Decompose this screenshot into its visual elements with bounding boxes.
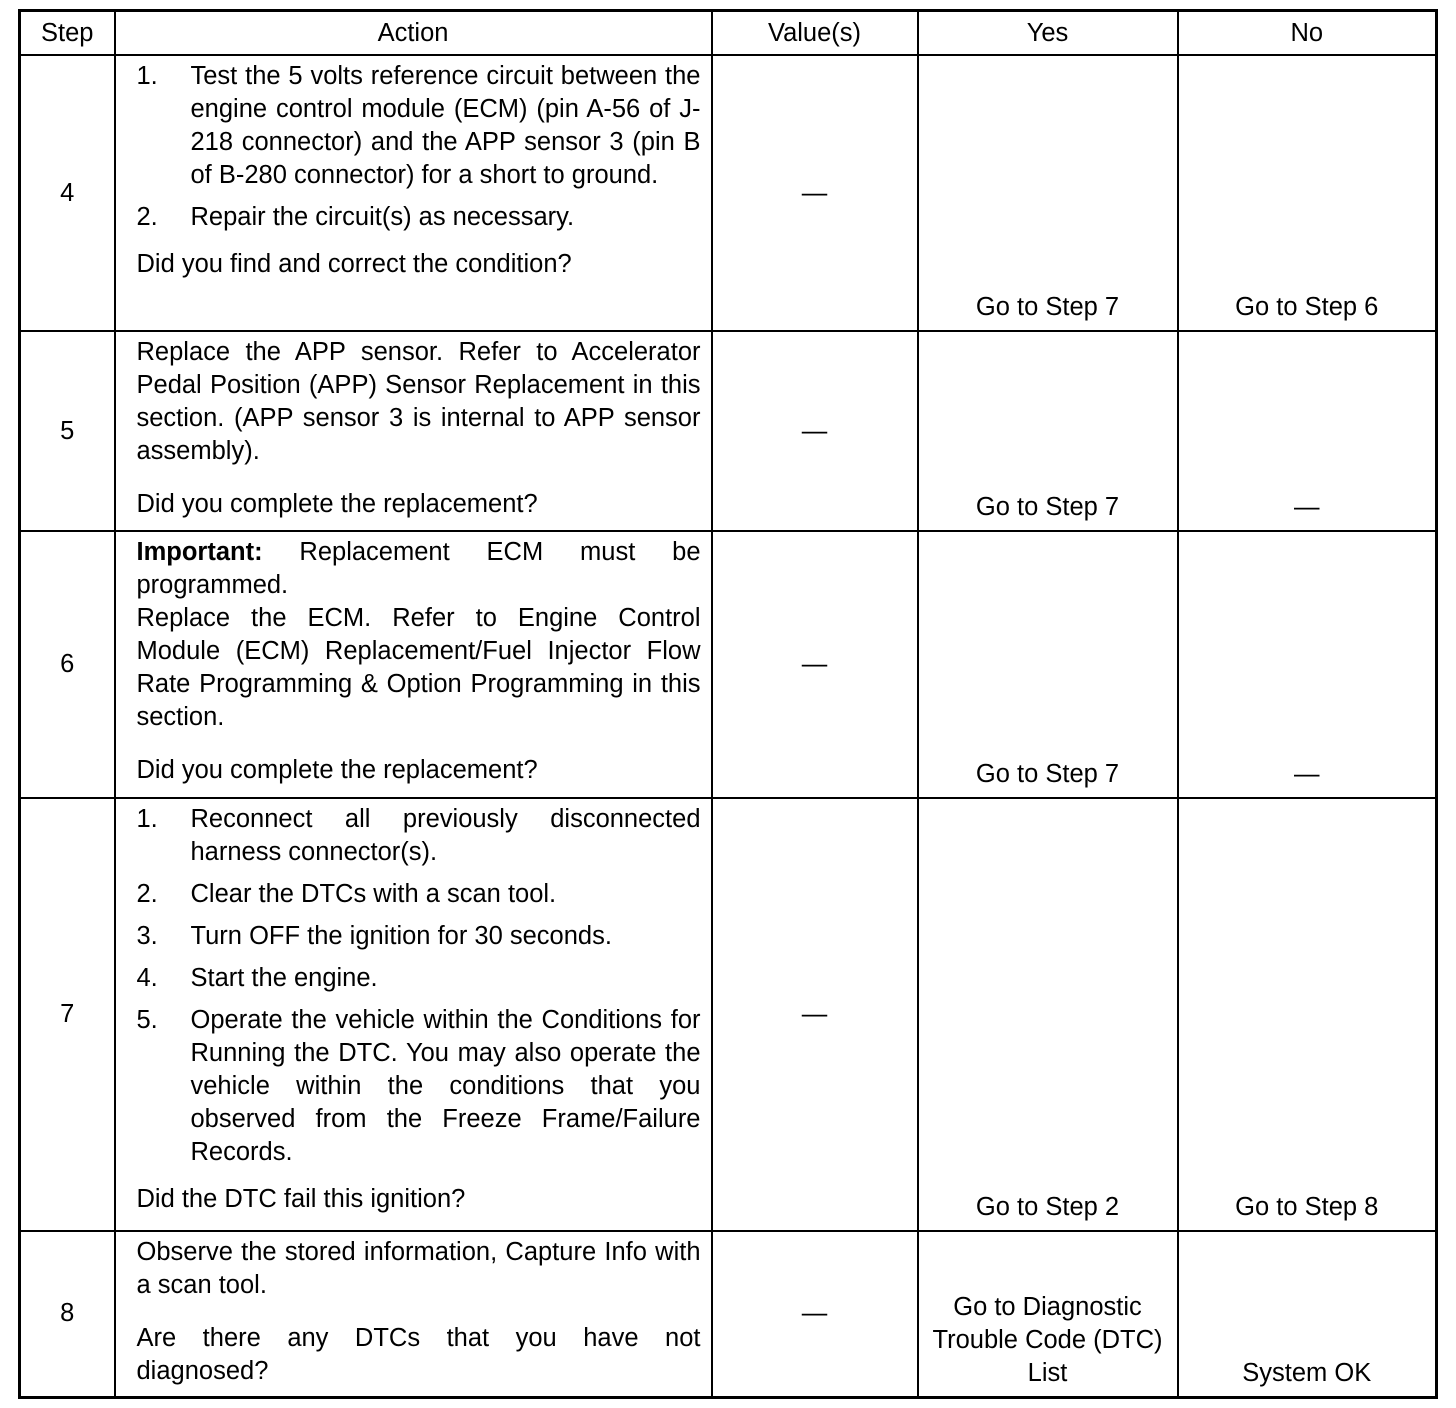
no-cell: System OK bbox=[1178, 1231, 1437, 1397]
yes-cell: Go to Step 2 bbox=[918, 798, 1178, 1231]
yes-cell: Go to Step 7 bbox=[918, 55, 1178, 331]
table-row bbox=[20, 331, 1437, 531]
item-text: Turn OFF the ignition for 30 seconds. bbox=[190, 922, 612, 950]
value-cell: — bbox=[712, 1231, 918, 1397]
step-number: 7 bbox=[20, 798, 115, 1231]
table-row bbox=[20, 1231, 1437, 1397]
item-text: Reconnect all previously disconnected harness connector(s). bbox=[190, 805, 701, 866]
value-cell: — bbox=[712, 331, 918, 531]
no-cell: Go to Step 6 bbox=[1178, 55, 1437, 331]
table-row bbox=[20, 55, 1437, 331]
value-cell: — bbox=[712, 798, 918, 1231]
item-number: 1. bbox=[136, 805, 158, 833]
list-item bbox=[137, 60, 701, 192]
list-item bbox=[137, 803, 701, 869]
step-number: 5 bbox=[20, 331, 115, 531]
yes-cell: Go to Diagnostic Trouble Code (DTC) List bbox=[918, 1231, 1178, 1397]
yes-cell: Go to Step 7 bbox=[918, 331, 1178, 531]
question-text: Did the DTC fail this ignition? bbox=[136, 1185, 466, 1213]
header-yes: Yes bbox=[918, 11, 1178, 56]
header-values: Value(s) bbox=[712, 11, 918, 56]
list-item bbox=[137, 962, 701, 995]
item-number: 2. bbox=[136, 203, 158, 231]
table-row bbox=[20, 798, 1437, 1231]
item-number: 5. bbox=[136, 1006, 158, 1034]
value-cell: — bbox=[712, 55, 918, 331]
list-item bbox=[137, 878, 701, 911]
action-cell bbox=[115, 798, 712, 1231]
action-text: Replace the APP sensor. Refer to Accelerator Pedal Position (APP) Sensor Replacement in this section. (APP sensor 3 is internal to APP sensor assembly). bbox=[136, 338, 701, 465]
table-row bbox=[20, 531, 1437, 798]
yes-cell: Go to Step 7 bbox=[918, 531, 1178, 798]
action-cell bbox=[115, 531, 712, 798]
action-text: Replace the ECM. Refer to Engine Control Module (ECM) Replacement/Fuel Injector Flow Rate Programming & Option Programming in this section. bbox=[136, 604, 701, 731]
item-text: Test the 5 volts reference circuit between the engine control module (ECM) (pin A-56 of J-218 connector) and the APP sensor 3 (pin B of B-280 connector) for a short to ground. bbox=[190, 62, 701, 189]
header-step: Step bbox=[20, 11, 115, 56]
item-number: 4. bbox=[136, 964, 158, 992]
no-cell: — bbox=[1178, 531, 1437, 798]
action-cell bbox=[115, 331, 712, 531]
step-number: 4 bbox=[20, 55, 115, 331]
action-list bbox=[137, 60, 701, 234]
no-cell: Go to Step 8 bbox=[1178, 798, 1437, 1231]
list-item bbox=[137, 920, 701, 953]
important-note bbox=[137, 536, 701, 602]
step-number: 8 bbox=[20, 1231, 115, 1397]
item-text: Repair the circuit(s) as necessary. bbox=[190, 203, 575, 231]
list-item bbox=[137, 1004, 701, 1169]
question-text: Are there any DTCs that you have not diagnosed? bbox=[136, 1324, 701, 1385]
action-cell bbox=[115, 55, 712, 331]
header-row bbox=[20, 11, 1437, 56]
step-number: 6 bbox=[20, 531, 115, 798]
item-number: 1. bbox=[136, 62, 158, 90]
item-text: Start the engine. bbox=[190, 964, 378, 992]
action-cell bbox=[115, 1231, 712, 1397]
list-item bbox=[137, 201, 701, 234]
value-cell: — bbox=[712, 531, 918, 798]
no-cell: — bbox=[1178, 331, 1437, 531]
question-text: Did you complete the replacement? bbox=[136, 490, 538, 518]
action-list bbox=[137, 803, 701, 1169]
item-text: Operate the vehicle within the Conditions for Running the DTC. You may also operate the vehicle within the conditions that you observed from the Freeze Frame/Failure Records. bbox=[190, 1006, 701, 1166]
item-number: 3. bbox=[136, 922, 158, 950]
action-text: Observe the stored information, Capture Info with a scan tool. bbox=[136, 1238, 701, 1299]
header-action: Action bbox=[115, 11, 712, 56]
item-number: 2. bbox=[136, 880, 158, 908]
question-text: Did you complete the replacement? bbox=[136, 756, 538, 784]
item-text: Clear the DTCs with a scan tool. bbox=[190, 880, 557, 908]
important-text: Replacement ECM must be programmed. bbox=[136, 538, 701, 599]
header-no: No bbox=[1178, 11, 1437, 56]
important-label: Important: bbox=[136, 538, 263, 566]
diagnostic-table bbox=[18, 9, 1438, 1399]
question-text: Did you find and correct the condition? bbox=[136, 250, 572, 278]
